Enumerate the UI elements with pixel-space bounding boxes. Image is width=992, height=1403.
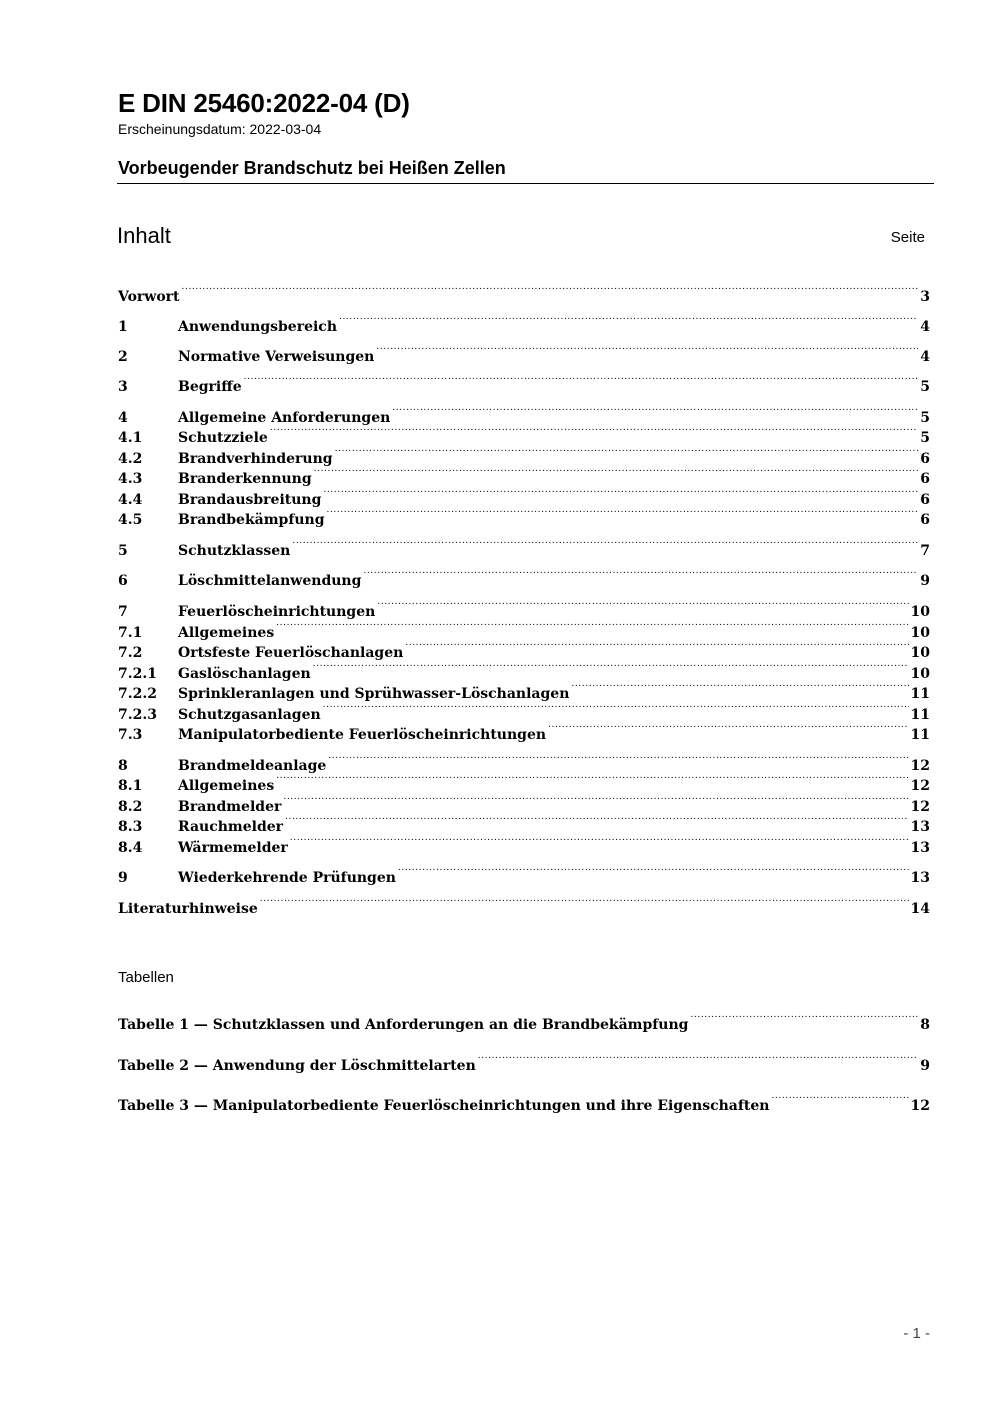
toc-entry[interactable] (118, 484, 930, 508)
toc-entry-text: Allgemeines (178, 778, 275, 794)
toc-entry-page: 5 (920, 379, 930, 395)
toc-entry-page: 11 (910, 686, 930, 702)
toc-entry-number: 4.5 (118, 512, 143, 528)
toc-entry-text: Wärmemelder (178, 840, 288, 856)
dot-leader (323, 484, 918, 504)
page-column-label: Seite (890, 229, 925, 246)
toc-entry-page: 6 (920, 451, 930, 467)
toc-entry-text: Vorwort (118, 289, 180, 305)
toc-entry-page: 5 (920, 430, 930, 446)
toc-entry-page: 14 (910, 901, 930, 917)
dot-leader (571, 678, 908, 698)
toc-entry-text: Brandmelder (178, 799, 282, 815)
toc-entry[interactable] (118, 658, 930, 682)
table-entry[interactable] (118, 1050, 930, 1074)
title-rule (117, 183, 934, 184)
dot-leader (405, 637, 908, 657)
toc-entry-number: 7.2.1 (118, 666, 157, 682)
toc-entry-page: 10 (910, 645, 930, 661)
table-entry-text: Tabelle 2 — Anwendung der Löschmittelarten (118, 1058, 476, 1074)
toc-entry[interactable] (118, 596, 930, 620)
toc-entry-text: Wiederkehrende Prüfungen (178, 870, 396, 886)
toc-entry[interactable] (118, 535, 930, 559)
toc-entry[interactable] (118, 832, 930, 856)
table-entry[interactable] (118, 1090, 930, 1114)
toc-entry[interactable] (118, 678, 930, 702)
toc-entry-page: 12 (910, 778, 930, 794)
toc-entry-text: Allgemeines (178, 625, 275, 641)
toc-entry[interactable] (118, 617, 930, 641)
toc-entry-page: 10 (910, 666, 930, 682)
toc-entry-number: 7 (118, 604, 128, 620)
toc-entry-text: Allgemeine Anforderungen (178, 410, 391, 426)
toc-entry-number: 4.1 (118, 430, 143, 446)
toc-entry-text: Branderkennung (178, 471, 312, 487)
toc-entry-number: 8 (118, 758, 128, 774)
dot-leader (548, 719, 908, 739)
dot-leader (244, 371, 919, 391)
toc-entry-number: 7.2.2 (118, 686, 157, 702)
table-entry-text: Tabelle 1 — Schutzklassen und Anforderungen an die Brandbekämpfung (118, 1017, 689, 1033)
toc-entry[interactable] (118, 281, 930, 305)
toc-entry-page: 13 (910, 840, 930, 856)
tables-heading: Tabellen (118, 969, 174, 986)
toc-entry-text: Gaslöschanlagen (178, 666, 311, 682)
toc-entry[interactable] (118, 699, 930, 723)
toc-entry-page: 12 (910, 799, 930, 815)
toc-entry[interactable] (118, 862, 930, 886)
dot-leader (363, 565, 918, 585)
dot-leader (290, 832, 909, 852)
toc-entry-text: Löschmittelanwendung (178, 573, 362, 589)
toc-entry-page: 4 (920, 319, 930, 335)
toc-entry-number: 4 (118, 410, 128, 426)
dot-leader (328, 750, 908, 770)
dot-leader (283, 791, 908, 811)
toc-entry-text: Begriffe (178, 379, 242, 395)
footer-page-number: - 1 - (903, 1325, 930, 1342)
toc-entry-page: 11 (910, 727, 930, 743)
toc-entry-page: 7 (920, 543, 930, 559)
toc-entry[interactable] (118, 463, 930, 487)
toc-entry-page: 6 (920, 471, 930, 487)
dot-leader (314, 463, 919, 483)
toc-entry[interactable] (118, 443, 930, 467)
toc-entry-text: Anwendungsbereich (178, 319, 337, 335)
toc-entry-text: Brandmeldeanlage (178, 758, 327, 774)
table-entry-page: 12 (910, 1098, 930, 1114)
toc-entry-page: 6 (920, 512, 930, 528)
toc-entry-number: 5 (118, 543, 128, 559)
toc-entry[interactable] (118, 637, 930, 661)
toc-entry-number: 9 (118, 870, 128, 886)
toc-entry-page: 12 (910, 758, 930, 774)
toc-entry-text: Manipulatorbediente Feuerlöscheinrichtungen (178, 727, 547, 743)
dot-leader (335, 443, 919, 463)
dot-leader (376, 341, 918, 361)
table-entry-page: 9 (920, 1058, 930, 1074)
publication-date: Erscheinungsdatum: 2022-03-04 (118, 121, 322, 137)
toc-entry-number: 4.4 (118, 492, 143, 508)
toc-entry-text: Brandverhinderung (178, 451, 333, 467)
toc-entry-number: 7.2.3 (118, 707, 157, 723)
toc-entry[interactable] (118, 402, 930, 426)
toc-entry-page: 5 (920, 410, 930, 426)
toc-entry-text: Schutzziele (178, 430, 268, 446)
toc-entry-number: 3 (118, 379, 128, 395)
dot-leader (260, 893, 909, 913)
toc-entry-page: 9 (920, 573, 930, 589)
toc-entry[interactable] (118, 371, 930, 395)
dot-leader (276, 770, 908, 790)
toc-entry-number: 4.3 (118, 471, 143, 487)
toc-entry-number: 8.3 (118, 819, 143, 835)
dot-leader (339, 311, 918, 331)
dot-leader (292, 535, 918, 555)
toc-entry-text: Normative Verweisungen (178, 349, 375, 365)
toc-entry[interactable] (118, 791, 930, 815)
dot-leader (276, 617, 908, 637)
dot-leader (327, 504, 919, 524)
toc-entry-text: Rauchmelder (178, 819, 284, 835)
toc-entry-text: Literaturhinweise (118, 901, 258, 917)
dot-leader (270, 422, 918, 442)
dot-leader (323, 699, 909, 719)
toc-entry-number: 6 (118, 573, 128, 589)
toc-entry[interactable] (118, 770, 930, 794)
toc-entry-number: 2 (118, 349, 128, 365)
doc-id: E DIN 25460:2022-04 (D) (118, 88, 410, 118)
dot-leader (392, 402, 918, 422)
toc-entry-number: 7.1 (118, 625, 143, 641)
toc-entry-page: 13 (910, 819, 930, 835)
toc-entry-text: Brandausbreitung (178, 492, 322, 508)
dot-leader (690, 1009, 918, 1029)
dot-leader (182, 281, 919, 301)
toc-entry-number: 4.2 (118, 451, 143, 467)
toc-entry[interactable] (118, 341, 930, 365)
table-entry-page: 8 (920, 1017, 930, 1033)
toc-entry[interactable] (118, 811, 930, 835)
toc-entry[interactable] (118, 750, 930, 774)
doc-title: Vorbeugender Brandschutz bei Heißen Zellen (118, 158, 506, 178)
toc-entry-number: 8.4 (118, 840, 143, 856)
toc-entry-text: Feuerlöscheinrichtungen (178, 604, 376, 620)
toc-entry-text: Sprinkleranlagen und Sprühwasser-Löschanlagen (178, 686, 570, 702)
toc-entry-number: 7.2 (118, 645, 143, 661)
dot-leader (377, 596, 908, 616)
dot-leader (398, 862, 909, 882)
toc-entry-page: 13 (910, 870, 930, 886)
toc-entry-page: 6 (920, 492, 930, 508)
toc-entry[interactable] (118, 504, 930, 528)
dot-leader (771, 1090, 908, 1110)
toc-entry-page: 4 (920, 349, 930, 365)
toc-entry[interactable] (118, 893, 930, 917)
toc-entry-number: 8.2 (118, 799, 143, 815)
table-entry[interactable] (118, 1009, 930, 1033)
dot-leader (313, 658, 909, 678)
dot-leader (285, 811, 908, 831)
toc-entry-text: Schutzgasanlagen (178, 707, 321, 723)
toc-entry-text: Schutzklassen (178, 543, 291, 559)
toc-entry[interactable] (118, 422, 930, 446)
toc-heading: Inhalt (117, 223, 171, 248)
toc-entry-number: 7.3 (118, 727, 143, 743)
toc-entry-number: 1 (118, 319, 128, 335)
toc-entry-text: Brandbekämpfung (178, 512, 325, 528)
toc-entry[interactable] (118, 719, 930, 743)
toc-entry-page: 10 (910, 604, 930, 620)
table-entry-text: Tabelle 3 — Manipulatorbediente Feuerlöscheinrichtungen und ihre Eigenschaften (118, 1098, 770, 1114)
toc-entry-page: 11 (910, 707, 930, 723)
toc-entry-number: 8.1 (118, 778, 143, 794)
dot-leader (478, 1050, 919, 1070)
toc-entry-text: Ortsfeste Feuerlöschanlagen (178, 645, 404, 661)
toc-entry[interactable] (118, 565, 930, 589)
toc-entry[interactable] (118, 311, 930, 335)
toc-entry-page: 3 (920, 289, 930, 305)
toc-entry-page: 10 (910, 625, 930, 641)
